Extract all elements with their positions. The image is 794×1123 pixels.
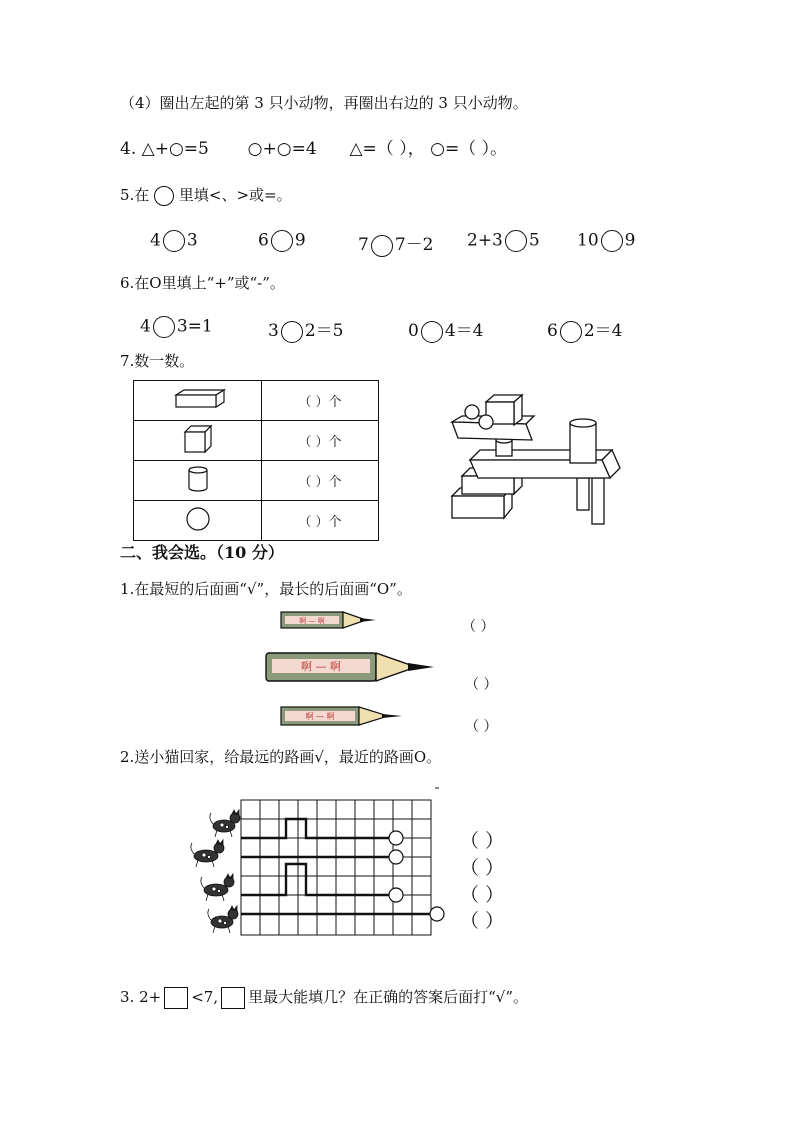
question-6-title: 6.在O里填上“+”或“-”。: [120, 274, 285, 292]
answer-paren[interactable]: （ ）: [460, 830, 505, 852]
s2q3-middle: <7,: [191, 988, 219, 1006]
section-2-heading: 二、我会选。（10 分）: [120, 543, 284, 562]
q6-right: 2＝4: [583, 321, 623, 341]
pencil-long-icon: [264, 650, 436, 684]
table-row: [134, 421, 379, 461]
operator-circle-input[interactable]: [421, 321, 443, 343]
q5-left: 6: [258, 230, 269, 251]
house-circle-icon: [389, 831, 403, 845]
q4-equation-2: ○+○=4: [247, 139, 317, 159]
cat-icon: [191, 840, 224, 867]
answer-box-input[interactable]: [164, 987, 188, 1009]
shape-cell: [134, 381, 262, 421]
s2q3-prefix: 3. 2+: [120, 988, 162, 1006]
q6-right: 3=1: [176, 316, 213, 337]
q5-item: [150, 230, 198, 252]
q5-item: [358, 230, 433, 257]
answer-paren[interactable]: （ ）: [460, 910, 505, 932]
house-circle-icon: [430, 907, 444, 921]
answer-cell[interactable]: （ ）个: [262, 501, 379, 541]
q4-answer-circle[interactable]: ○=（ ）。: [430, 139, 508, 159]
operator-circle-input[interactable]: [281, 321, 303, 343]
shape-cell: [134, 421, 262, 461]
compare-circle-input[interactable]: [271, 230, 293, 252]
operator-circle-input[interactable]: [153, 316, 175, 338]
operator-circle-input[interactable]: [560, 321, 582, 343]
q5-left: 4: [150, 230, 161, 251]
q6-left: 0: [408, 321, 419, 341]
q5-right: 3: [186, 230, 198, 251]
table-row: [134, 461, 379, 501]
pencil-label: 啊 — 啊: [301, 660, 341, 673]
table-row: [134, 381, 379, 421]
circle-icon: [154, 186, 174, 206]
compare-circle-input[interactable]: [601, 230, 623, 252]
answer-cell[interactable]: （ ）个: [262, 461, 379, 501]
answer-cell[interactable]: （ ）个: [262, 381, 379, 421]
q5-item: [467, 230, 540, 252]
answer-paren[interactable]: （ ）: [465, 677, 498, 693]
q6-right: 2＝5: [304, 321, 344, 341]
q6-left: 4: [140, 316, 151, 337]
question-4-part-4: （4）圈出左起的第 3 只小动物，再圈出右边的 3 只小动物。: [120, 94, 528, 112]
block-structure-figure: [440, 378, 650, 530]
cat-icon: [201, 874, 234, 901]
cylinder-leg-icon: [592, 478, 604, 524]
answer-paren[interactable]: （ ）: [460, 857, 505, 879]
shape-cell: [134, 461, 262, 501]
pencil-short-icon: [280, 610, 380, 630]
table-row: [134, 501, 379, 541]
answer-paren[interactable]: （ ）: [462, 619, 495, 635]
q4-equation-1: △+○=5: [141, 139, 209, 159]
cat-icon: [208, 906, 238, 933]
answer-paren[interactable]: （ ）: [460, 884, 505, 906]
section-2-question-3: [120, 986, 528, 1009]
q5-suffix: 里填<、>或=。: [178, 186, 292, 204]
shape-count-table: [133, 380, 379, 541]
cat-path-grid: [186, 780, 456, 945]
q6-item: [140, 316, 213, 338]
q5-item: [577, 230, 635, 252]
q4-answer-triangle[interactable]: △=（ ），: [349, 139, 425, 159]
question-4: [120, 134, 507, 159]
q5-right: 7－2: [394, 235, 434, 255]
compare-circle-input[interactable]: [371, 235, 393, 257]
q5-right: 9: [624, 230, 636, 251]
pencil-label: 啊 — 啊: [299, 617, 325, 625]
cylinder-icon: [186, 464, 210, 494]
q5-left: 10: [577, 230, 599, 251]
q6-left: 6: [547, 321, 558, 341]
sphere-icon: [465, 405, 479, 419]
s2q3-suffix: 里最大能填几？在正确的答案后面打“√”。: [248, 988, 528, 1006]
cat-icon: [210, 810, 240, 837]
q6-right: 4＝4: [444, 321, 484, 341]
q6-left: 3: [268, 321, 279, 341]
house-circle-icon: [389, 888, 403, 902]
sphere-icon: [184, 505, 212, 533]
q5-right: 9: [294, 230, 306, 251]
compare-circle-input[interactable]: [163, 230, 185, 252]
compare-circle-input[interactable]: [505, 230, 527, 252]
q6-item: [268, 316, 343, 343]
q5-prefix: 5.在: [120, 186, 150, 204]
section-2-question-2-title: 2.送小猫回家，给最远的路画√，最近的路画O。: [120, 748, 442, 766]
q6-item: [408, 316, 483, 343]
pencil-label: 啊 — 啊: [305, 712, 335, 721]
answer-box-input[interactable]: [221, 987, 245, 1009]
q5-item: [258, 230, 306, 252]
question-5-title: [120, 184, 292, 206]
section-2-question-1-title: 1.在最短的后面画“√”，最长的后面画“O”。: [120, 580, 412, 598]
cube-icon: [181, 423, 215, 455]
question-7-title: 7.数一数。: [120, 352, 195, 370]
house-circle-icon: [389, 850, 403, 864]
answer-cell[interactable]: （ ）个: [262, 421, 379, 461]
q6-item: [547, 316, 622, 343]
cylinder-leg-icon: [577, 478, 589, 510]
pencil-medium-icon: [280, 704, 406, 728]
q5-left: 7: [358, 235, 369, 255]
cuboid-icon: [168, 387, 228, 411]
q5-left: 2+3: [467, 230, 503, 251]
answer-paren[interactable]: （ ）: [465, 719, 498, 735]
shape-cell: [134, 501, 262, 541]
q5-right: 5: [528, 230, 540, 251]
q4-label: 4.: [120, 139, 137, 159]
